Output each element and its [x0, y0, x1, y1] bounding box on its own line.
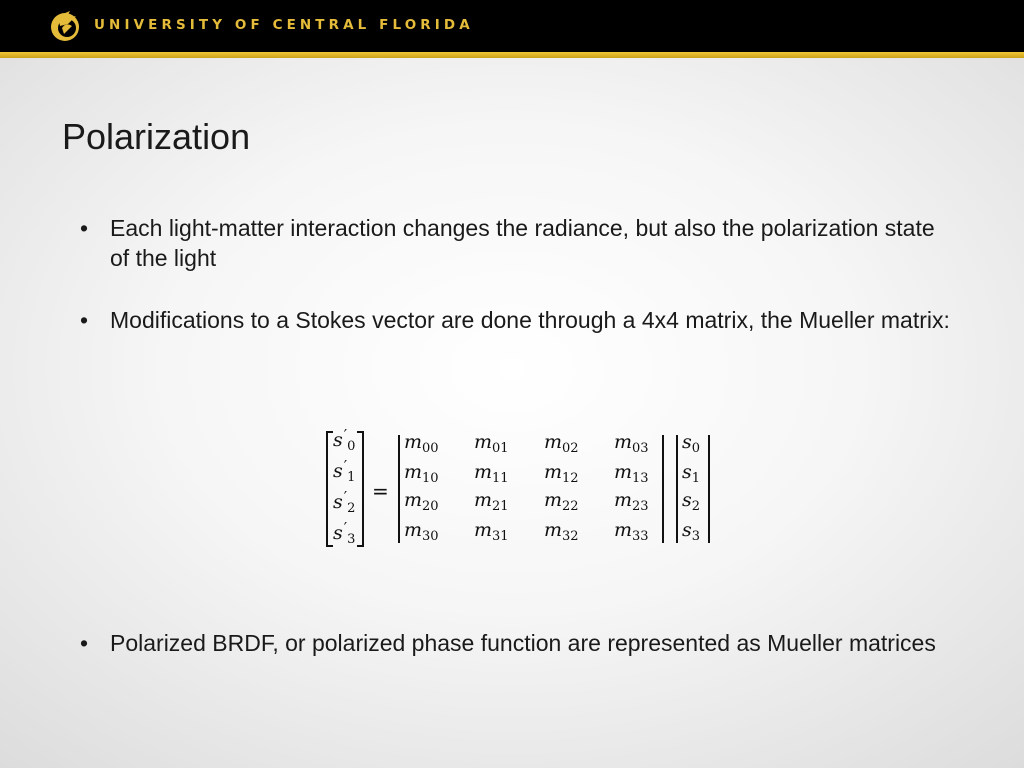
lhs-bracket-right-top [357, 431, 364, 433]
bullet-text: Modifications to a Stokes vector are done through a 4x4 matrix, the Mueller matrix: [110, 307, 950, 333]
matrix-entry: $m_{12}$ [544, 461, 579, 486]
matrix-entry: $m_{02}$ [544, 431, 579, 456]
bullet-text: Each light-matter interaction changes the radiance, but also the polarization state of the light [110, 215, 935, 271]
university-name: UNIVERSITY OF CENTRAL FLORIDA [94, 17, 474, 33]
lhs-bracket-right-bottom [357, 545, 364, 547]
matrix-entry: $m_{10}$ [404, 461, 439, 486]
matrix-entry: $m_{01}$ [474, 431, 509, 456]
matrix-entry: $m_{33}$ [614, 519, 649, 544]
lhs-entry: $s'_3$ [333, 519, 356, 547]
pegasus-logo-icon [48, 8, 82, 44]
bullet-item [80, 213, 950, 273]
lhs-bracket-left-top [326, 431, 333, 433]
rhs-entry: $s_1$ [682, 461, 701, 486]
matrix-entry: $m_{32}$ [544, 519, 579, 544]
matrix-entry: $m_{00}$ [404, 431, 439, 456]
matrix-entry: $m_{20}$ [404, 489, 439, 514]
bullet-marker: • [80, 630, 89, 656]
header-gold-stripe [0, 52, 1024, 58]
matrix-bar-right [662, 435, 664, 543]
rhs-entry: $s_2$ [682, 489, 701, 514]
mueller-matrix-equation [326, 427, 716, 549]
rhs-bar-left [676, 435, 678, 543]
rhs-entry: $s_3$ [682, 519, 701, 544]
matrix-entry: $m_{30}$ [404, 519, 439, 544]
bullet-marker: • [80, 215, 89, 241]
matrix-entry: $m_{13}$ [614, 461, 649, 486]
matrix-entry: $m_{31}$ [474, 519, 509, 544]
lhs-entry: $s'_2$ [333, 488, 356, 516]
lhs-bracket-left-bottom [326, 545, 333, 547]
lhs-bracket-right [362, 431, 364, 547]
bullet-marker: • [80, 307, 89, 333]
lhs-entry: $s'_0$ [333, 426, 356, 454]
lhs-entry: $s'_1$ [333, 457, 356, 485]
matrix-entry: $m_{22}$ [544, 489, 579, 514]
matrix-entry: $m_{03}$ [614, 431, 649, 456]
rhs-entry: $s_0$ [682, 431, 701, 456]
bullet-item [80, 628, 950, 658]
equals-sign: = [372, 479, 389, 503]
header-bar [0, 0, 1024, 52]
matrix-bar-left [398, 435, 400, 543]
matrix-entry: $m_{21}$ [474, 489, 509, 514]
matrix-entry: $m_{23}$ [614, 489, 649, 514]
lhs-bracket-left [326, 431, 328, 547]
bullet-item [80, 305, 950, 335]
rhs-bar-right [708, 435, 710, 543]
matrix-entry: $m_{11}$ [474, 461, 509, 486]
slide-title: Polarization [62, 116, 251, 157]
bullet-text: Polarized BRDF, or polarized phase function are represented as Mueller matrices [110, 630, 936, 656]
